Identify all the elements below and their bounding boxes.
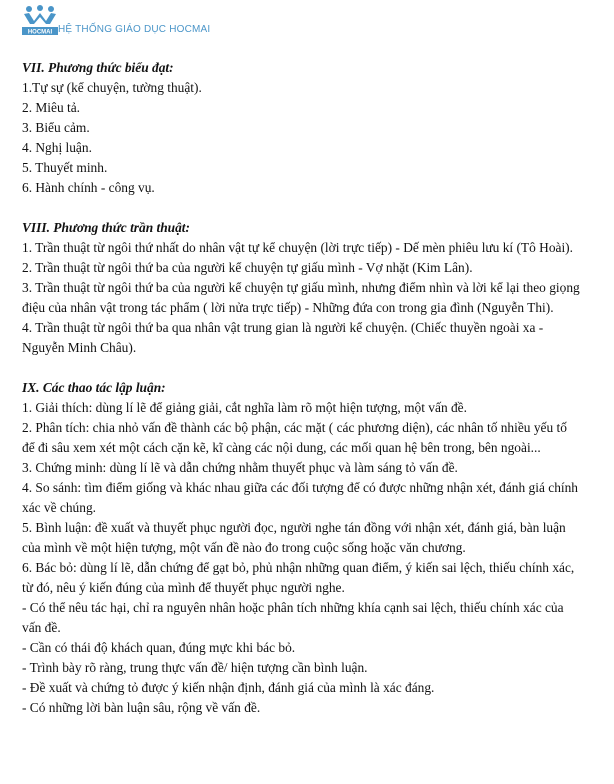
list-item: - Có thể nêu tác hại, chỉ ra nguyên nhân hoặc phân tích những khía cạnh sai lệch, thiếu chính xác của bbox=[22, 600, 564, 615]
list-item: 2. Trần thuật từ ngôi thứ ba của người kể chuyện tự giấu mình - Vợ nhặt (Kim Lân). bbox=[22, 260, 473, 275]
list-item: - Đề xuất và chứng tỏ được ý kiến nhận định, đánh giá của mình là xác đáng. bbox=[22, 680, 435, 695]
list-item: 5. Thuyết minh. bbox=[22, 160, 108, 175]
org-name: HỆ THỐNG GIÁO DỤC HOCMAI bbox=[58, 24, 211, 35]
list-item: - Có những lời bàn luận sâu, rộng về vấn đề. bbox=[22, 700, 261, 715]
list-item: 1. Trần thuật từ ngôi thứ nhất do nhân vật tự kể chuyện (lời trực tiếp) - Dế mèn phiêu lưu kí (Tô Hoài). bbox=[22, 240, 573, 255]
list-item: của mình về một hiện tượng, một vấn đề nào đo trong cuộc sống hoặc văn chương. bbox=[22, 540, 466, 555]
hocmai-logo bbox=[22, 4, 58, 36]
list-item: 6. Hành chính - công vụ. bbox=[22, 180, 155, 195]
list-item: 3. Biểu cảm. bbox=[22, 120, 90, 135]
list-item: 1.Tự sự (kể chuyện, tường thuật). bbox=[22, 80, 202, 95]
list-item: từ đó, nêu ý kiến đúng của mình để thuyết phục người nghe. bbox=[22, 580, 345, 595]
list-item: 2. Miêu tả. bbox=[22, 100, 81, 115]
list-item: - Trình bày rõ ràng, trung thực vấn đề/ hiện tượng cần bình luận. bbox=[22, 660, 368, 675]
list-item: 4. Trần thuật từ ngôi thứ ba qua nhân vật trung gian là người kể chuyện. (Chiếc thuyền ngoài xa - bbox=[22, 320, 544, 335]
list-item: Nguyễn Minh Châu). bbox=[22, 340, 137, 355]
document-body bbox=[22, 58, 594, 718]
list-item: 5. Bình luận: đề xuất và thuyết phục người đọc, người nghe tán đồng với nhận xét, đánh giá, bàn luận bbox=[22, 520, 566, 535]
list-item: 6. Bác bỏ: dùng lí lẽ, dẫn chứng để gạt bỏ, phủ nhận những quan điểm, ý kiến sai lệch, thiếu chính xác, bbox=[22, 560, 575, 575]
list-item: 4. Nghị luận. bbox=[22, 140, 92, 155]
logo-label: HOCMAI bbox=[27, 29, 53, 36]
section-title-vii: VII. Phương thức biểu đạt: bbox=[22, 60, 174, 75]
section-title-viii: VIII. Phương thức trần thuật: bbox=[22, 220, 190, 235]
list-item: 2. Phân tích: chia nhỏ vấn đề thành các bộ phận, các mặt ( các phương diện), các nhân tố nhiều yếu tố bbox=[22, 420, 567, 435]
section-title-ix: IX. Các thao tác lập luận: bbox=[22, 380, 166, 395]
list-item: 4. So sánh: tìm điểm giống và khác nhau giữa các đối tượng để có được những nhận xét, đánh giá chính bbox=[22, 480, 579, 495]
list-item: - Cần có thái độ khách quan, đúng mực khi bác bỏ. bbox=[22, 640, 296, 655]
list-item: vấn đề. bbox=[22, 620, 61, 635]
list-item: 1. Giải thích: dùng lí lẽ để giảng giải, cắt nghĩa làm rõ một hiện tượng, một vấn đề. bbox=[22, 400, 467, 415]
list-item: điệu của nhân vật trong tác phẩm ( lời nửa trực tiếp) - Những đứa con trong gia đình (Nguyễn Thi). bbox=[22, 300, 554, 315]
list-item: để đi sâu xem xét một cách cặn kẽ, kĩ càng các nội dung, các mối quan hệ bên trong, bên ngoài... bbox=[22, 440, 541, 455]
list-item: 3. Chứng minh: dùng lí lẽ và dẫn chứng nhằm thuyết phục và làm sáng tỏ vấn đề. bbox=[22, 460, 458, 475]
list-item: 3. Trần thuật từ ngôi thứ ba của người kể chuyện tự giấu mình, nhưng điểm nhìn và lời kể lại theo giọng bbox=[22, 280, 580, 295]
list-item: xác về chúng. bbox=[22, 500, 96, 515]
